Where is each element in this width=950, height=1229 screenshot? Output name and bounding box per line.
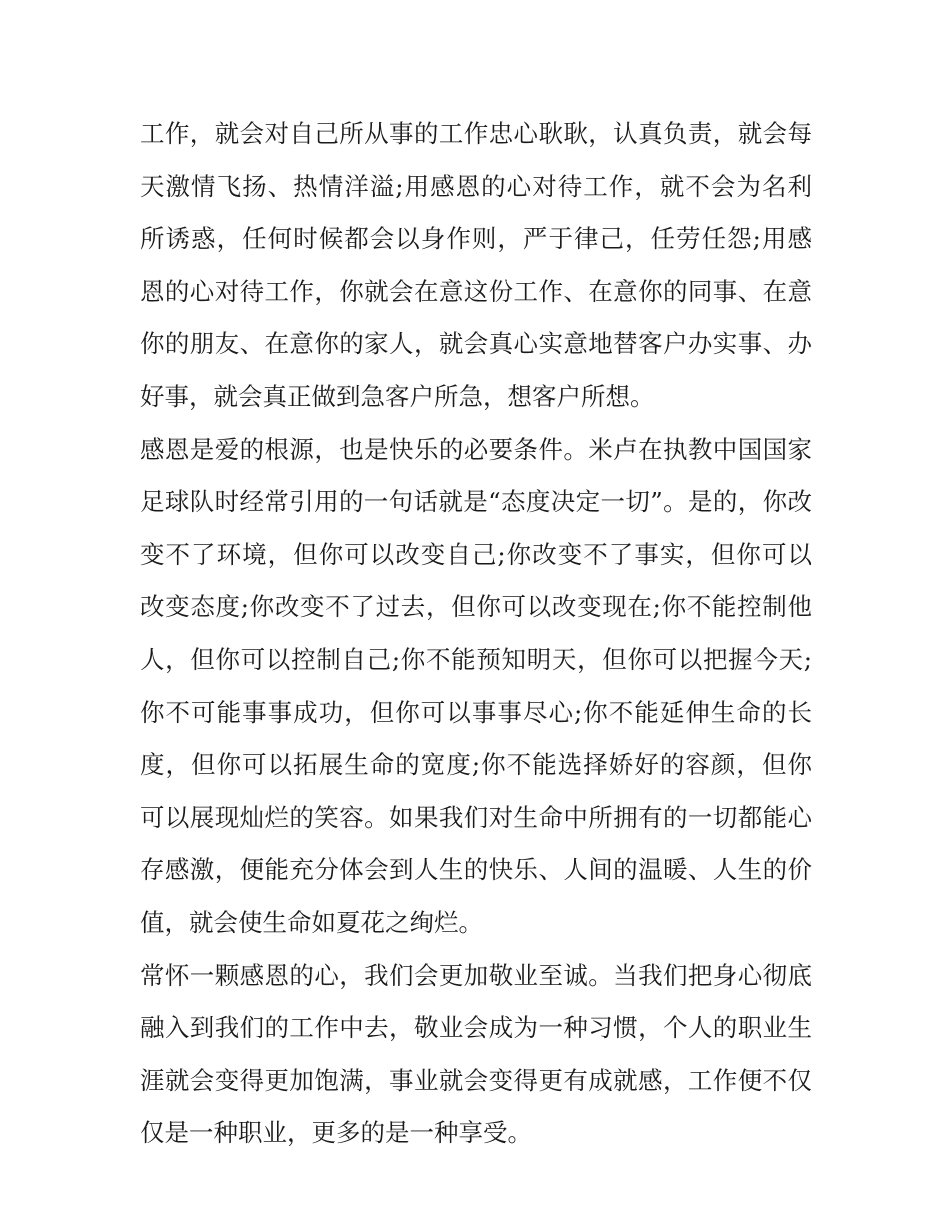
text-line: 感恩是爱的根源，也是快乐的必要条件。米卢在执教中国国家	[140, 434, 812, 464]
text-line: 变不了环境，但你可以改变自己;你改变不了事实，但你可以	[140, 539, 812, 569]
text-line: 人，但你可以控制自己;你不能预知明天，但你可以把握今天;	[140, 644, 812, 674]
text-line: 值，就会使生命如夏花之绚烂。	[140, 907, 483, 937]
text-line: 足球队时经常引用的一句话就是“态度决定一切”。是的，你改	[140, 487, 812, 517]
document-body	[140, 108, 812, 1160]
text-line: 存感激，便能充分体会到人生的快乐、人间的温暖、人生的价	[140, 855, 812, 885]
text-line: 你的朋友、在意你的家人，就会真心实意地替客户办实事、办	[140, 329, 812, 359]
text-line: 仅是一种职业，更多的是一种享受。	[140, 1118, 532, 1148]
text-line: 可以展现灿烂的笑容。如果我们对生命中所拥有的一切都能心	[140, 802, 812, 832]
text-line: 涯就会变得更加饱满，事业就会变得更有成就感，工作便不仅	[140, 1065, 812, 1095]
text-line: 度，但你可以拓展生命的宽度;你不能选择娇好的容颜，但你	[140, 750, 812, 780]
text-line: 你不可能事事成功，但你可以事事尽心;你不能延伸生命的长	[140, 697, 812, 727]
paragraph-1	[140, 108, 812, 424]
text-line: 恩的心对待工作，你就会在意这份工作、在意你的同事、在意	[140, 276, 812, 306]
paragraph-3	[140, 950, 812, 1160]
text-line: 工作，就会对自己所从事的工作忠心耿耿，认真负责，就会每	[140, 119, 812, 148]
text-line: 融入到我们的工作中去，敬业会成为一种习惯，个人的职业生	[140, 1013, 812, 1043]
text-line: 天激情飞扬、热情洋溢;用感恩的心对待工作，就不会为名利	[140, 171, 812, 201]
text-line: 所诱惑，任何时候都会以身作则，严于律己，任劳任怨;用感	[140, 224, 812, 254]
text-line: 常怀一颗感恩的心，我们会更加敬业至诚。当我们把身心彻底	[140, 960, 812, 990]
text-line: 好事，就会真正做到急客户所急，想客户所想。	[140, 381, 655, 411]
text-line: 改变态度;你改变不了过去，但你可以改变现在;你不能控制他	[140, 592, 812, 622]
paragraph-2	[140, 424, 812, 950]
